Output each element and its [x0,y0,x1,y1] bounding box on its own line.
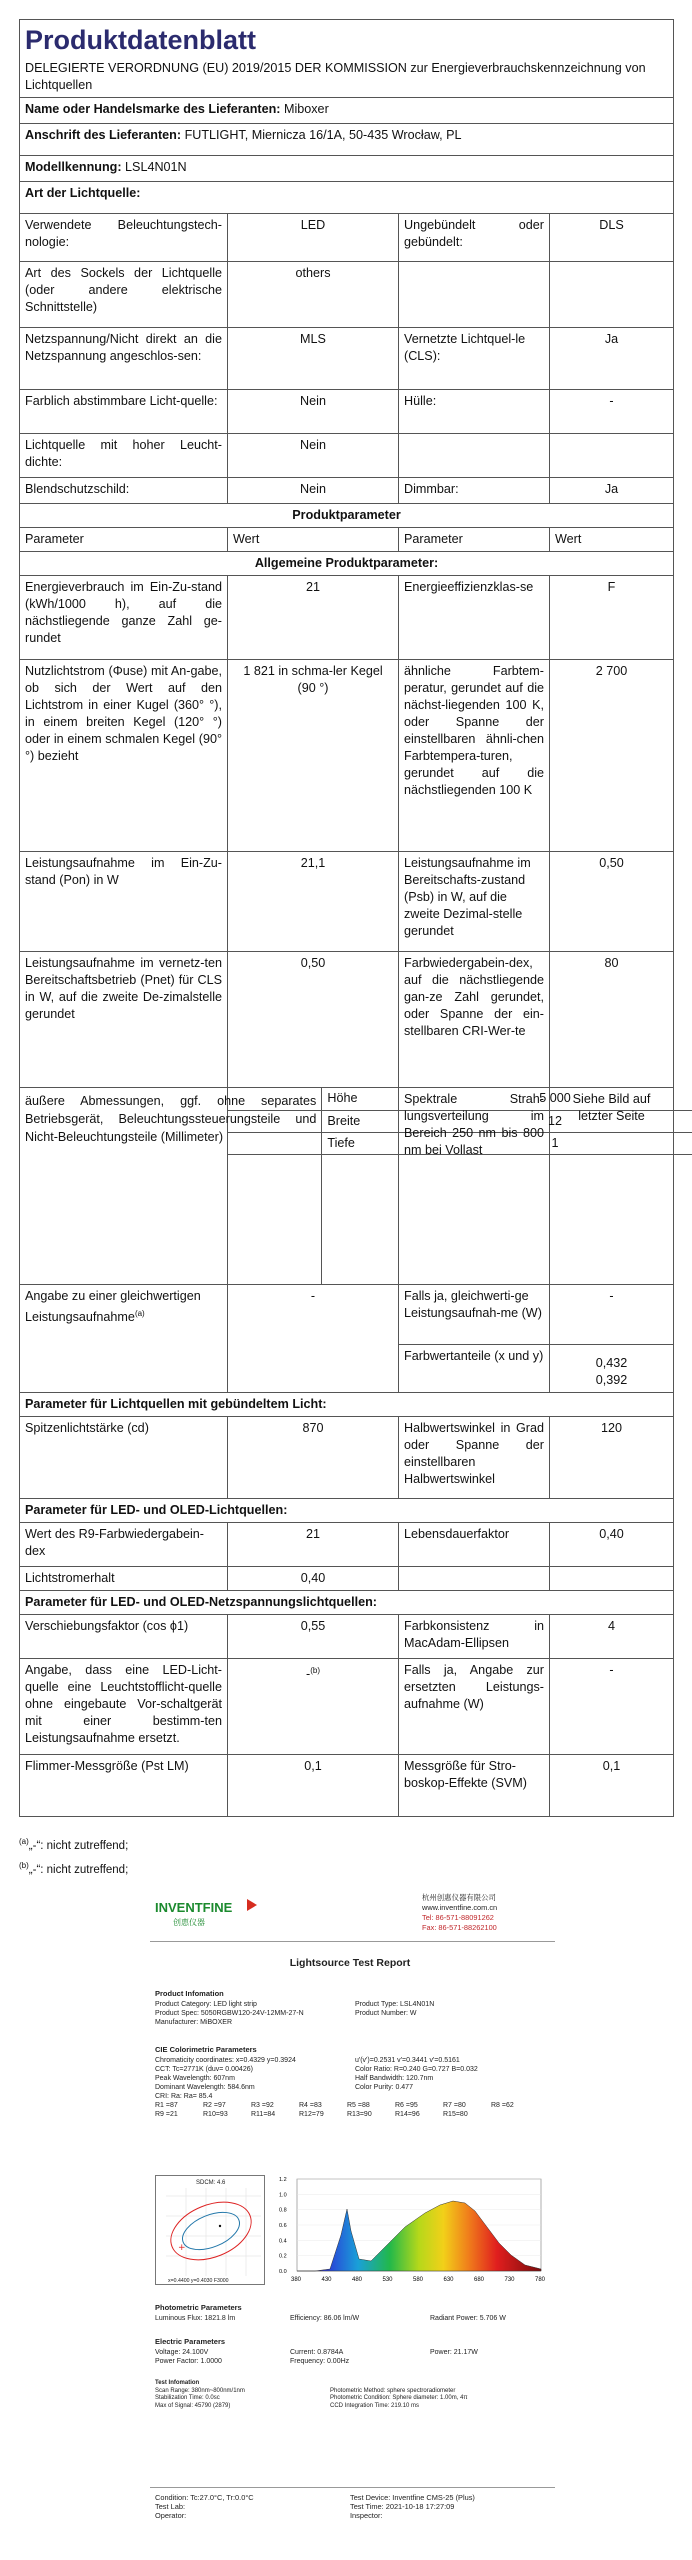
test-device: Test Device: Inventfine CMS-25 (Plus) [350,2493,475,2502]
r-value: R1 =87 [155,2102,178,2109]
voltage: Voltage: 24.100V [155,2349,209,2356]
signature-block [155,2493,475,2520]
r-value: R9 =21 [155,2111,178,2118]
electric-heading: Electric Parameters [155,2337,226,2346]
led-heading: Parameter für LED- und OLED-Lichtquellen: [20,1499,674,1523]
param-label: Falls ja, Angabe zur ersetzten Leistungs-aufnahme (W) [399,1659,550,1755]
product-number: Product Number: W [355,2010,417,2017]
y-tick-label: 0.6 [279,2223,287,2229]
param-value: Siehe Bild auf letzter Seite [550,1088,674,1285]
cie-line: u'(v')=0.2531 v'=0.3441 v'=0.5161 [355,2057,460,2064]
r-value: R3 =92 [251,2102,274,2109]
param-label: Energieeffizienzklas-se [399,576,550,660]
type-row-value [550,434,674,478]
param-value: 2 700 [550,660,674,852]
logo-icon [155,1895,275,1929]
model-label: Modellkennung: [25,160,122,174]
chromaticity-values [550,1345,674,1393]
supplier-address-label: Anschrift des Lieferanten: [25,128,182,142]
param-label: Leistungsaufnahme im Bereitschafts-zustand (Psb) in W, auf die zweite Dezimal-stelle gerundet [399,852,550,952]
test-line: Max of Signal: 45790 (2879) [155,2402,231,2409]
param-value: 0,50 [228,952,399,1088]
y-tick-label: 0.8 [279,2207,287,2214]
cie-line: Dominant Wavelength: 584.6nm [155,2084,255,2091]
test-line: Photometric Condition: Sphere diameter: 1.00m, 4π [330,2395,468,2401]
r-value: R2 =97 [203,2102,226,2109]
condition: Condition: Tc:27.0°C, Tr:0.0°C [155,2493,254,2502]
footnote-b-text: „-“: nicht zutreffend; [28,1863,129,1876]
r-value: R7 =80 [443,2102,466,2109]
param-value: 0,1 [228,1755,399,1817]
logo-text: INVENTFINE [155,1900,233,1915]
empty-cell [399,1567,550,1591]
x-tick-label: 630 [443,2277,454,2283]
manufacturer: Manufacturer: MiBOXER [155,2019,233,2026]
footnote-mark-b: (b) [310,1666,320,1675]
r-value: R8 =62 [491,2102,514,2109]
dimension-value: 12 [228,1110,692,1132]
spectrum-curve [297,2201,541,2271]
regulation-subtitle: DELEGIERTE VERORDNUNG (EU) 2019/2015 DER KOMMISSION zur Energieverbrauchskennzeichnung von Lichtquellen [25,61,646,92]
spectrum-plot [275,2175,545,2287]
r-value: R10=93 [203,2111,228,2118]
macadam-ellipse-inner [177,2205,245,2257]
type-row-label [399,434,550,478]
param-label: Falls ja, gleichwerti-ge Leistungsaufnah-me (W) [399,1285,550,1345]
product-spec: Product Spec: 5050RGBW120-24V-12MM-27-N [155,2010,304,2017]
chromaticity-point [219,2225,221,2227]
operator: Operator: [155,2511,187,2520]
param-label: Farbwertanteile (x und y) [399,1345,550,1393]
type-row-label: Vernetzte Lichtquel-le (CLS): [399,328,550,390]
page-title: Produktdatenblatt [25,25,257,55]
title-cell [20,20,674,98]
replacement-value: - [306,1667,311,1682]
type-row-value: Ja [550,328,674,390]
efficiency: Efficiency: 86.06 lm/W [290,2315,360,2322]
dimension-name: Breite [322,1110,674,1132]
param-label: Farbwiedergabein-dex, auf die nächstliegende gan-ze Zahl gerundet, oder Spanne der ein-stellbaren CRI-Wer-te [399,952,550,1088]
param-value: 0,50 [550,852,674,952]
dimensions-label: äußere Abmessungen, ggf. ohne separates Betriebsgerät, Beleuchtungssteuerungsteile und Nicht-Beleuchtungsteile (Millimeter) [20,1088,322,1284]
frequency: Frequency: 0.00Hz [290,2358,350,2365]
datasheet-table [19,19,674,1817]
cie-line: Chromaticity coordinates: x=0.4329 y=0.3924 [155,2057,296,2064]
param-value: 0,40 [228,1567,399,1591]
logo-subtext: 创惠仪器 [173,1918,205,1927]
product-info-block [155,1989,555,2027]
footnote-a-text: „-“: nicht zutreffend; [28,1839,129,1852]
test-info-heading: Test Infomation [155,2380,200,2386]
type-row-value: - [550,390,674,434]
x-tick-label: 580 [413,2277,424,2283]
r-value [491,2110,539,2119]
param-label: Messgröße für Stro-boskop-Effekte (SVM) [399,1755,550,1817]
x-tick-label: 680 [474,2277,485,2283]
y-tick-label: 0.0 [279,2269,287,2275]
param-label: Lebensdauerfaktor [399,1523,550,1567]
y-tick-label: 0.2 [279,2253,287,2260]
r-value: R13=90 [347,2111,372,2118]
type-row-value: Nein [228,478,399,504]
empty-cell [550,1567,674,1591]
dimension-value: 5 000 [228,1088,692,1110]
cie-grid [166,2188,261,2276]
luminous-flux: Luminous Flux: 1821.8 lm [155,2315,236,2322]
type-row-label: Verwendete Beleuchtungstech-nologie: [20,214,228,262]
r-value: R14=96 [395,2111,420,2118]
cri-value: CRI: Ra: Ra= 85.4 [155,2093,213,2100]
header-divider [150,1941,555,1942]
x-tick-label: 780 [535,2277,545,2283]
supplier-name-label: Name oder Handelsmarke des Lieferanten: [25,102,281,116]
param-label: Spektrale Strah-lungsverteilung im Bereich 250 nm bis 800 nm bei Vollast [399,1088,550,1285]
param-value: 21 [228,1523,399,1567]
supplier-name-row [20,98,674,124]
param-value: - [550,1285,674,1345]
test-time: Test Time: 2021-10-18 17:27:09 [350,2502,455,2511]
param-value: 21,1 [228,852,399,952]
param-value: 21 [228,576,399,660]
type-row-label [399,262,550,328]
spectrum-x-ticks [291,2277,545,2283]
report-title: Lightsource Test Report [289,1957,411,1969]
cie-line: Half Bandwidth: 120.7nm [355,2075,434,2082]
column-header-parameter: Parameter [20,528,228,552]
test-line: Stabilization Time: 0.0sc [155,2395,220,2401]
product-parameters-heading: Produktparameter [20,504,674,528]
param-value: 0,55 [228,1615,399,1659]
general-parameters-heading: Allgemeine Produktparameter: [20,552,674,576]
cie-diagram [155,2175,265,2285]
type-row-value: others [228,262,399,328]
radiant-power: Radiant Power: 5.706 W [430,2315,506,2322]
photometric-heading: Photometric Parameters [155,2303,242,2312]
y-tick-label: 1.2 [279,2177,287,2183]
photometric-block [155,2303,550,2323]
column-header-value: Wert [228,528,399,552]
param-label: Lichtstromerhalt [20,1567,228,1591]
spectrum-chart [275,2175,545,2287]
company-fax: Fax: 86-571-88262100 [422,1923,497,1932]
type-row-label: Farblich abstimmbare Licht-quelle: [20,390,228,434]
column-header-value: Wert [550,528,674,552]
focused-light-heading: Parameter für Lichtquellen mit gebündeltem Licht: [20,1393,674,1417]
param-value: 0,1 [550,1755,674,1817]
svg-text:+: + [178,2243,186,2253]
param-label: Verschiebungsfaktor (cos ϕ1) [20,1615,228,1659]
test-report [140,1885,560,2555]
cie-heading: CIE Colorimetric Parameters [155,2045,257,2054]
cie-line: Color Ratio: R=0.240 G=0.727 B=0.032 [355,2066,478,2073]
r-values-row [155,2110,555,2119]
product-info-heading: Product Infomation [155,1989,224,1998]
type-row-value: LED [228,214,399,262]
param-label: Angabe, dass eine LED-Licht-quelle eine Leuchtstofflicht-quelle ohne eingebaute Vor-schaltgerät mit einer bestimm-ten Leistungsaufnahme ersetzt. [20,1659,228,1755]
footer-divider [150,2487,555,2488]
r-value: R5 =88 [347,2102,370,2109]
footnote-a-mark: (a) [19,1837,29,1846]
param-value: 4 [550,1615,674,1659]
company-web: www.inventfine.com.cn [422,1903,498,1912]
equivalent-power-value: - [228,1285,399,1393]
type-row-value: Nein [228,390,399,434]
type-row-value: DLS [550,214,674,262]
type-row-value [550,262,674,328]
y-tick-label: 1.0 [279,2192,287,2199]
test-info-block [155,2380,468,2410]
dimensions-cell [20,1088,361,1285]
test-line: Scan Range: 380nm~800nm/1nm [155,2387,245,2394]
column-header-parameter: Parameter [399,528,550,552]
mains-heading: Parameter für LED- und OLED-Netzspannungslichtquellen: [20,1591,674,1615]
y-tick-label: 0.4 [279,2238,287,2245]
x-tick-label: 730 [504,2277,515,2283]
footnote-a [19,1832,128,1856]
param-label: Nutzlichtstrom (Φuse) mit An-gabe, ob sich der Wert auf den Lichtstrom in einer Kugel (360° °), in einem breiten Kegel (120° °) oder in einem schmalen Kegel (90° °) bezieht [20,660,228,852]
type-row-value: Nein [228,434,399,478]
param-label: Leistungsaufnahme im Ein-Zu-stand (Pon) in W [20,852,228,952]
cie-label-top: SDCM: 4.6 [196,2180,226,2186]
cie-plot [156,2176,266,2286]
r-value: R11=84 [251,2111,276,2118]
param-value: 0,40 [550,1523,674,1567]
r-value: R15=80 [443,2111,468,2118]
type-row-label: Lichtquelle mit hoher Leucht-dichte: [20,434,228,478]
datasheet [19,19,673,1817]
cie-line: CCT: Tc=2771K (duv= 0.00426) [155,2066,253,2073]
supplier-address-value: FUTLIGHT, Miernicza 16/1A, 50-435 Wrocław, PL [184,128,462,142]
x-tick-label: 430 [321,2277,332,2283]
param-value: 1 821 in schma-ler Kegel (90 °) [228,660,399,852]
param-value: - [550,1659,674,1755]
cie-line: Color Purity: 0.477 [355,2084,413,2091]
type-row-value: Ja [550,478,674,504]
power-factor: Power Factor: 1.0000 [155,2358,222,2365]
type-row-label: Art des Sockels der Lichtquelle (oder andere elektrische Schnittstelle) [20,262,228,328]
r-value: R6 =95 [395,2102,418,2109]
param-value: 870 [228,1417,399,1499]
model-row [20,156,674,182]
footnotes [19,1832,128,1880]
x-tick-label: 480 [352,2277,363,2283]
param-label: Farbkonsistenz in MacAdam-Ellipsen [399,1615,550,1659]
product-type: Product Type: LSL4N01N [355,2001,435,2008]
company-name: 杭州创惠仪器有限公司 [422,1893,496,1902]
param-value: 80 [550,952,674,1088]
test-line: CCD Integration Time: 219.10 ms [330,2402,420,2409]
inspector: Inspector: [350,2511,383,2520]
test-lab: Test Lab: [155,2502,185,2511]
test-line: Photometric Method: sphere spectroradiometer [330,2387,456,2394]
x-tick-label: 530 [382,2277,393,2283]
param-value: 120 [550,1417,674,1499]
cie-label-bottom: x=0.4400 y=0.4030 F3000 [168,2278,229,2284]
cie-block [155,2045,555,2119]
param-value: F [550,576,674,660]
r-value: R4 =83 [299,2102,322,2109]
model-value: LSL4N01N [125,160,187,174]
electric-block [155,2337,550,2366]
r-values-row [155,2101,555,2110]
inventfine-logo [155,1895,275,1929]
equivalent-power-label [20,1285,228,1393]
footnote-b-mark: (b) [19,1860,29,1870]
type-row-label: Netzspannung/Nicht direkt an die Netzspannung angeschlos-sen: [20,328,228,390]
param-label: ähnliche Farbtem-peratur, gerundet auf die nächst-liegenden 100 K, oder Spanne der einstellbaren ähnli-chen Farbtempera-turen, gerundet auf die nächstliegenden 100 K [399,660,550,852]
type-row-value: MLS [228,328,399,390]
source-type-heading: Art der Lichtquelle: [20,182,674,214]
param-label: Halbwertswinkel in Grad oder Spanne der einstellbaren Halbwertswinkel [399,1417,550,1499]
param-label: Wert des R9-Farbwiedergabein-dex [20,1523,228,1567]
product-category: Product Category: LED light strip [155,2001,257,2008]
dimension-name: Höhe [322,1088,674,1110]
type-row-label: Dimmbar: [399,478,550,504]
cie-line: Peak Wavelength: 607nm [155,2075,235,2082]
r-value: R12=79 [299,2111,324,2118]
power: Power: 21.17W [430,2349,478,2356]
type-row-label: Blendschutzschild: [20,478,228,504]
dimension-value: 1 [228,1132,692,1154]
company-contact [422,1893,562,1933]
x-tick-label: 380 [291,2277,302,2283]
dimension-name: Tiefe [322,1132,674,1154]
equivalent-power-text: Angabe zu einer gleichwertigen Leistungsaufnahme [25,1289,201,1325]
supplier-name-value: Miboxer [283,102,329,116]
footnote-mark-a: (a) [134,1309,145,1318]
param-label: Spitzenlichtstärke (cd) [20,1417,228,1499]
company-tel: Tel: 86-571-88091262 [422,1913,494,1922]
current: Current: 0.8784A [290,2349,344,2356]
param-label: Energieverbrauch im Ein-Zu-stand (kWh/1000 h), auf die nächstliegende ganze Zahl ge-rundet [20,576,228,660]
type-row-label: Ungebündelt oder gebündelt: [399,214,550,262]
footnote-b [19,1856,128,1880]
param-label: Leistungsaufnahme im vernetz-ten Bereitschaftsbetrieb (Pnet) für CLS in W, auf die zweite De-zimalstelle gerundet [20,952,228,1088]
chromaticity-x: 0,432 [595,1356,628,1370]
type-row-label: Hülle: [399,390,550,434]
param-value [228,1659,399,1755]
chromaticity-y: 0,392 [595,1373,628,1387]
supplier-address-row [20,124,674,156]
macadam-ellipse-outer [162,2191,259,2271]
param-label: Flimmer-Messgröße (Pst LM) [20,1755,228,1817]
